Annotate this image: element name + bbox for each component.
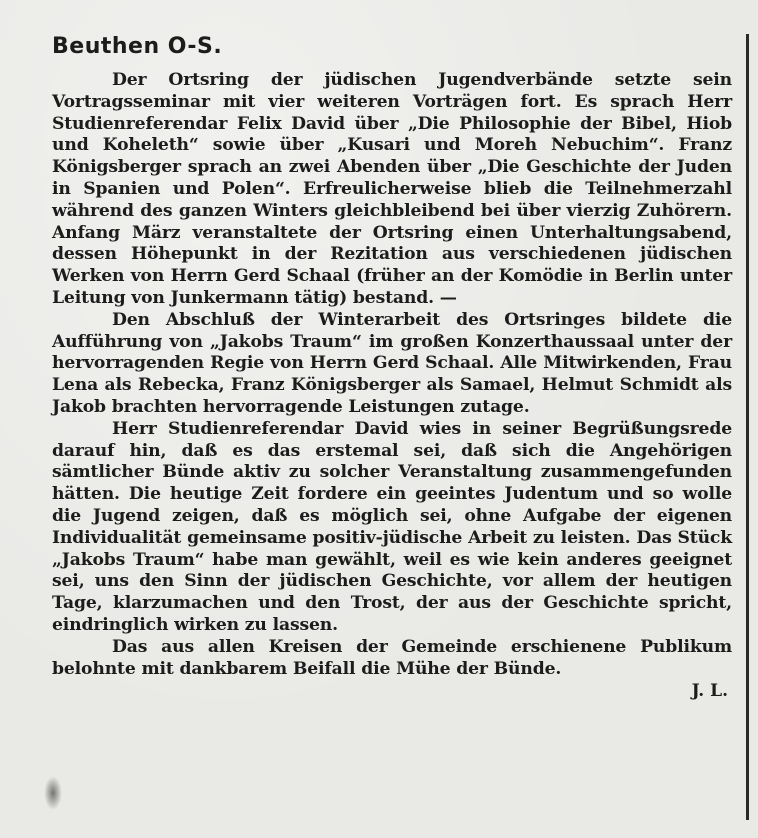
- article: [52, 32, 732, 702]
- article-paragraph-4: Das aus allen Kreisen der Gemeinde erschienene Publikum belohnte mit dankbarem Beifall die Mühe der Bünde.: [52, 636, 732, 679]
- article-paragraph-2: Den Abschluß der Winterarbeit des Ortsringes bildete die Aufführung von „Jakobs Traum“ im großen Konzerthaussaal unter der hervorragenden Regie von Herrn Gerd Schaal. Alle Mitwirkenden, Frau Lena als Rebecka, Franz Königsberger als Samael, Helmut Schmidt als Jakob brachten hervorragende Leistungen zutage.: [52, 309, 732, 417]
- article-paragraph-1: Der Ortsring der jüdischen Jugendverbände setzte sein Vortragsseminar mit vier weiteren Vorträgen fort. Es sprach Herr Studienreferendar Felix David über „Die Philosophie der Bibel, Hiob und Koheleth“ sowie über „Kusari und Moreh Nebuchim“. Franz Königsberger sprach an zwei Abenden über „Die Geschichte der Juden in Spanien und Polen“. Erfreulicherweise blieb die Teilnehmerzahl während des ganzen Winters gleichbleibend bei über vierzig Zuhörern. Anfang März veranstaltete der Ortsring einen Unterhaltungsabend, dessen Höhepunkt in der Rezitation aus verschiedenen jüdischen Werken von Herrn Gerd Schaal (früher an der Komödie in Berlin unter Leitung von Junkermann tätig) bestand. —: [52, 70, 732, 308]
- article-paragraph-3: Herr Studienreferendar David wies in seiner Begrüßungsrede darauf hin, daß es das erstemal sei, daß sich die Angehörigen sämtlicher Bünde aktiv zu solcher Veranstaltung zusammengefunden hätten. Die heutige Zeit fordere ein geeintes Judentum und so wolle die Jugend zeigen, daß es möglich sei, ohne Aufgabe der eigenen Individualität gemeinsame positiv-jüdische Arbeit zu leisten. Das Stück „Jakobs Traum“ habe man gewählt, weil es wie kein anderes geeignet sei, uns den Sinn der jüdischen Geschichte, vor allem der heutigen Tage, klarzumachen und den Trost, der aus der Geschichte spricht, eindringlich wirken zu lassen.: [52, 418, 732, 635]
- ink-smudge: [44, 776, 62, 810]
- article-title: Beuthen O-S.: [52, 34, 223, 59]
- column-rule: [746, 34, 749, 820]
- author-signature: J. L.: [691, 681, 728, 702]
